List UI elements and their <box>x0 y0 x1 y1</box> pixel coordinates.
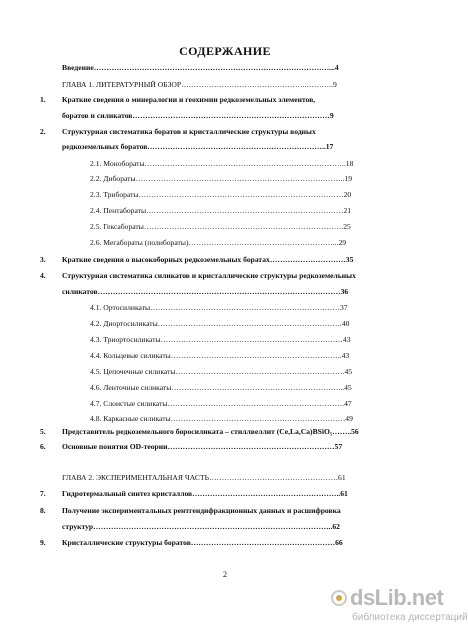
page-title: СОДЕРЖАНИЕ <box>179 44 271 58</box>
toc-entry: 4.6. Ленточные силикаты…………………………………………………………...45 <box>90 383 352 392</box>
toc-entry-number: 1. <box>40 95 46 104</box>
toc-entry: 4.7. Слоистые силикаты…………………………………………………………….47 <box>90 399 352 408</box>
toc-entry: Представитель редкоземельного боросиликата – стиллвеллит (Ce,La,Ca)BSiO₅……..56 <box>62 427 359 436</box>
toc-entry: 2.2. Дибораты………………………………………………………………………..19 <box>90 174 353 183</box>
watermark-subtitle: библиотека диссертаций <box>352 612 468 623</box>
toc-entry-number: 2. <box>40 127 46 136</box>
toc-entry: 4.2. Диортосиликаты……………………………………………………………….40 <box>90 319 350 328</box>
toc-entry: Краткие сведения о высокоборных редкоземельных боратах…………………………35 <box>62 255 354 264</box>
toc-entry: 2.6. Мегабораты (полибораты)…………………………………………………...29 <box>90 238 347 247</box>
toc-entry-number: 6. <box>40 442 46 451</box>
toc-entry: Краткие сведения о минералогии и геохимии редкоземельных элементов, <box>62 95 316 104</box>
toc-entry: Кристаллические структуры боратов…………………………………………………66 <box>62 538 343 547</box>
toc-entry: ГЛАВА 1. ЛИТЕРАТУРНЫЙ ОБЗОР…………………………………………..………..9 <box>62 80 337 89</box>
toc-entry: редкоземельных боратов……………………………………………………………..17 <box>62 142 334 151</box>
toc-entry: 2.5. Гексабораты…………………………………………………………………….25 <box>90 222 351 231</box>
toc-entry: 2.3. Трибораты………………………………………………………………………20 <box>90 190 352 199</box>
toc-entry: боратов и силикатов……………………………………………………………………9 <box>62 111 334 120</box>
toc-entry: 4.1. Ортосиликаты…………………………………………………………………37 <box>90 303 348 312</box>
toc-entry: 4.4. Кольцевые силикаты…………………………………………………………..43 <box>90 351 350 360</box>
toc-entry-number: 5. <box>40 427 46 436</box>
toc-entry: 4.8. Каркасные силикаты……………………………………………………………49 <box>90 414 353 423</box>
toc-entry: Гидротермальный синтез кристаллов…………………………………………………..61 <box>62 489 348 498</box>
dslib-logo-icon <box>330 589 348 607</box>
toc-entry: Структурная систематика боратов и кристаллические структуры водных <box>62 127 316 136</box>
toc-entry-number: 9. <box>40 538 46 547</box>
toc-entry: Структурная систематика силикатов и кристаллические структуры редкоземельных <box>62 271 356 280</box>
toc-entry-number: 8. <box>40 506 46 515</box>
toc-entry: силикатов……………………………………………………………………………………36 <box>62 287 349 296</box>
toc-entry: 2.1. Монобораты……………………………………………………………………..18 <box>90 159 354 168</box>
toc-entry: 4.3. Триортосиликаты………………………………………………………………43 <box>90 335 351 344</box>
toc-entry-number: 3. <box>40 255 46 264</box>
toc-entry: 2.4. Пентабораты……………………………………………………………………21 <box>90 206 352 215</box>
toc-entry: Получение экспериментальных рентгендифракционных данных и расшифровка <box>62 506 341 515</box>
toc-entry-number: 4. <box>40 271 46 280</box>
toc-entry: ГЛАВА 2. ЭКСПЕРИМЕНТАЛЬНАЯ ЧАСТЬ……………………………………………61 <box>62 473 346 482</box>
toc-entry: Введение…………………………………………………………………………………...4 <box>62 63 339 72</box>
toc-entry: Основные понятия OD-теории…………………………………………………………57 <box>62 442 343 451</box>
toc-entry-number: 7. <box>40 489 46 498</box>
toc-entry: 4.5. Цепочечные силикаты………………………………………………………….45 <box>90 367 353 376</box>
watermark <box>330 585 468 629</box>
page-number: 2 <box>223 570 227 579</box>
toc-entry: структур…………………………………………………………………………………..62 <box>62 522 340 531</box>
watermark-logo-text: dsLib.net <box>350 585 444 610</box>
